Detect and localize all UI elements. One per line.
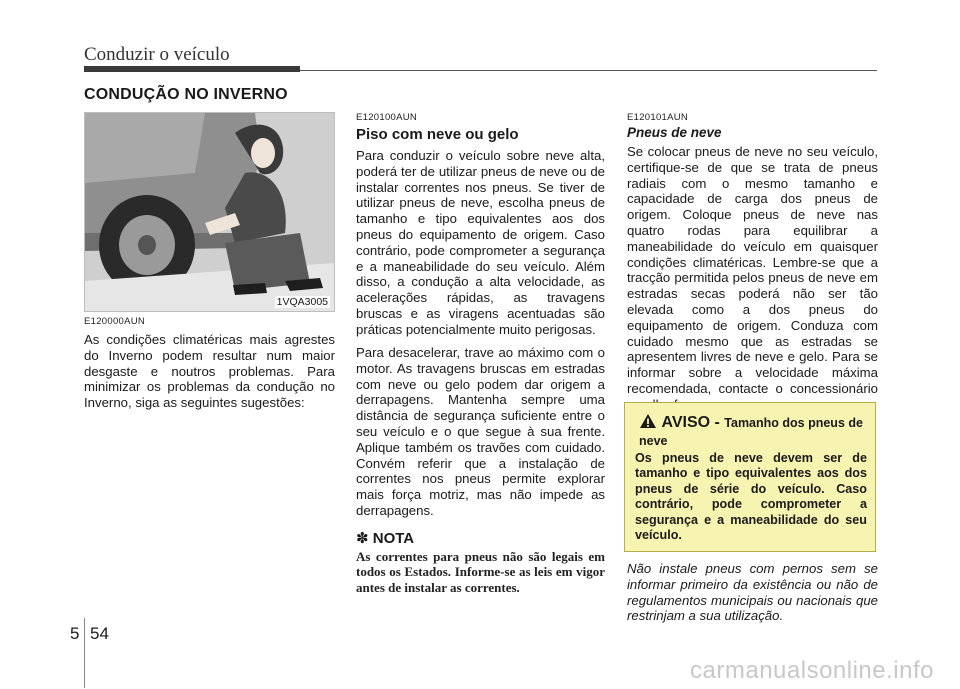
watermark: carmanualsonline.info — [690, 657, 934, 684]
subsection-heading: Piso com neve ou gelo — [356, 126, 519, 143]
warning-text: Os pneus de neve devem ser de tamanho e tipo equivalentes aos dos pneus de série do veículo. Caso contrário, pode comprometer a segurança e a maneabilidade do seu veículo. — [635, 451, 867, 543]
header-rule-thick — [84, 66, 300, 72]
footer-divider — [84, 618, 85, 688]
warning-title: AVISO — [661, 414, 711, 431]
header-rule-thin — [300, 70, 877, 71]
section-heading: CONDUÇÃO NO INVERNO — [84, 86, 288, 103]
running-title: Conduzir o veículo — [84, 44, 230, 65]
warning-triangle-icon — [639, 413, 657, 429]
section-code: E120100AUN — [356, 112, 418, 123]
paragraph-braking: Para desacelerar, trave ao máximo com o motor. As travagens bruscas em estradas com neve ou gelo podem dar origem a derrapagens. Mantenha sempre uma distância de segurança suficiente entre o seu veículo e o que segue à sua frente. Aplique também os travões com cuidado. Convém referir que a instalação de correntes nos pneus permite explorar mais força motriz, mas não impede as derrapagens. — [356, 345, 605, 518]
photo-label: 1VQA3005 — [276, 296, 328, 308]
subsection-heading: Pneus de neve — [627, 125, 722, 140]
note-heading: ✽ NOTA — [356, 530, 415, 547]
studded-tires-paragraph: Não instale pneus com pernos sem se informar primeiro da existência ou não de regulamentos municipais ou nacionais que restrinjam a sua utilização. — [627, 561, 878, 624]
note-body: As correntes para pneus não são legais em todos os Estados. Informe-se as leis em vigor antes de instalar as correntes. — [356, 549, 605, 595]
chapter-number: 5 — [70, 624, 80, 643]
woman-checking-tire-illustration — [85, 113, 334, 311]
warning-header — [639, 413, 869, 450]
warning-subtitle: Tamanho dos pneus de neve — [639, 416, 863, 448]
paragraph-snow-tires: Se colocar pneus de neve no seu veículo, certifique-se de que se trata de pneus radiais com o mesmo tamanho e capacidade de carga dos pneus de origem. Coloque pneus de neve nas quatro rodas para equilibrar a maneabilidade do veículo em quaisquer condições climatéricas. Lembre-se que a tracção permitida pelos pneus de neve em estradas secas poderá não ser tão elevada como a dos pneus do equipamento de origem. Conduza com cuidado mesmo que as estradas se apresentem livres de neve e gelo. Para se informar sobre a velocidade máxima recomendada, contacte o concessionário — [627, 144, 878, 396]
warning-dash: - — [710, 414, 725, 431]
paragraph-snow-ice: Para conduzir o veículo sobre neve alta, poderá ter de utilizar pneus de neve ou de instalar correntes nos pneus. Se tiver de utilizar pneus de neve, escolha pneus de tamanho e tipo equivalentes aos dos pneus do equipamento de origem. Caso contrário, pode comprometer a segurança e a maneabilidade do seu veículo. Além disso, a condução a alta velocidade, as acelerações rápidas, as travagens bruscas e as viragens acentuadas são práticas potencialmente muito perigosas. — [356, 148, 605, 337]
winter-tire-photo — [84, 112, 335, 312]
warning-box — [624, 402, 876, 552]
section-code: E120000AUN — [84, 316, 146, 327]
page-number: 54 — [90, 624, 109, 643]
intro-paragraph: As condições climatéricas mais agrestes do Inverno podem resultar num maior desgaste e noutros problemas. Para minimizar os problemas da condução no Inverno, siga as seguintes sugestões: — [84, 332, 335, 411]
section-code: E120101AUN — [627, 112, 689, 123]
